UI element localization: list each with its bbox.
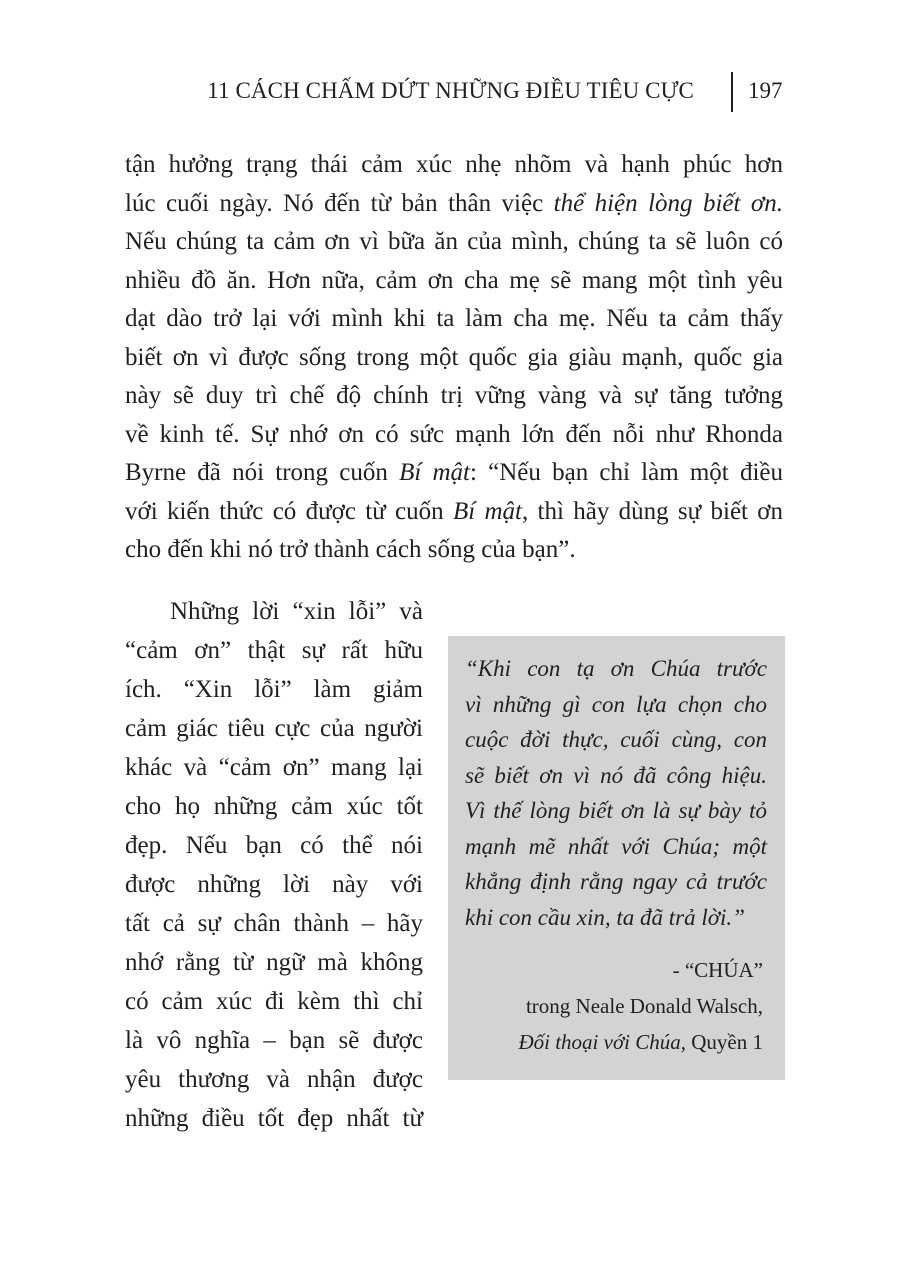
text-line: khác và “cảm ơn” mang lại [125,754,423,781]
text-line [125,185,783,224]
text-line: Những lời “xin lỗi” và [170,598,423,625]
text-line: cảm giác tiêu cực của người [125,715,423,742]
text-run: Byrne đã nói trong cuốn [125,459,400,486]
emphasis: thể hiện lòng biết ơn. [553,189,783,217]
quote-line: “Khi con tạ ơn Chúa trước [465,656,767,681]
text-run: , thì hãy dùng sự biết ơn [521,497,784,525]
text-line [125,454,783,493]
book-title: Bí mật [452,497,522,525]
text-line: được những lời này với [125,871,423,898]
quote-line: cuộc đời thực, cuối cùng, con [465,727,767,752]
chapter-title: 11 CÁCH CHẤM DỨT NHỮNG ĐIỀU TIÊU CỰC [207,78,694,103]
text-line: những điều tốt đẹp nhất từ [125,1105,423,1132]
text-line: về kinh tế. Sự nhớ ơn có sức mạnh lớn đến nỗi như Rhonda [125,420,783,448]
quote-line: vì những gì con lựa chọn cho [465,691,767,717]
text-line: cho họ những cảm xúc tốt [125,793,423,820]
book-title: Bí mật [399,459,470,486]
text-line: biết ơn vì được sống trong một quốc gia giàu mạnh, quốc gia [125,343,783,371]
text-line: đẹp. Nếu bạn có thể nói [125,832,423,859]
quote-line: khi con cầu xin, ta đã trả lời.” [465,904,745,930]
text-line: “cảm ơn” thật sự rất hữu [125,637,423,664]
attribution-source: trong Neale Donald Walsch, [525,994,763,1018]
book-title: Đối thoại với Chúa, [518,1030,686,1054]
page-number: 197 [748,78,783,103]
quote-text [465,651,767,935]
text-line: Nếu chúng ta cảm ơn vì bữa ăn của mình, chúng ta sẽ luôn có [125,228,783,255]
text-line: yêu thương và nhận được [125,1066,423,1093]
pull-quote-box [448,636,785,1080]
text-run: với kiến thức có được từ cuốn [125,497,453,525]
text-line: cho đến khi nó trở thành cách sống của bạn”. [125,536,576,563]
text-line: có cảm xúc đi kèm thì chỉ [125,988,423,1015]
text-line: ích. “Xin lỗi” làm giảm [125,676,423,703]
attribution-book [518,1024,763,1060]
volume-label: Quyền 1 [686,1030,763,1054]
text-line: này sẽ duy trì chế độ chính trị vững vàng và sự tăng tưởng [125,382,783,409]
running-header [0,70,910,116]
quote-line: sẽ biết ơn vì nó đã công hiệu. [465,762,767,788]
text-line: dạt dào trở lại với mình khi ta làm cha mẹ. Nếu ta cảm thấy [125,305,783,332]
quote-line: mạnh mẽ nhất với Chúa; một [465,833,767,859]
text-line: tất cả sự chân thành – hãy [125,910,423,937]
quote-line: khẳng định rằng ngay cả trước [465,869,767,894]
text-run: : “Nếu bạn chỉ làm một điều [470,459,784,486]
text-line: là vô nghĩa – bạn sẽ được [125,1027,423,1054]
text-line: nhiều đồ ăn. Hơn nữa, cảm ơn cha mẹ sẽ mang một tình yêu [125,266,783,294]
text-line [125,493,783,532]
attribution-speaker: - “CHÚA” [672,958,763,982]
text-line: tận hưởng trạng thái cảm xúc nhẹ nhõm và hạnh phúc hơn [125,151,783,178]
quote-attribution [518,952,763,1060]
text-run: lúc cuối ngày. Nó đến từ bản thân việc [125,189,554,217]
text-line: nhớ rằng từ ngữ mà không [125,949,423,976]
body-paragraph-2 [125,592,423,1138]
body-paragraph-1 [125,146,783,570]
quote-line: Vì thế lòng biết ơn là sự bày tỏ [465,798,767,823]
header-divider [731,72,733,112]
